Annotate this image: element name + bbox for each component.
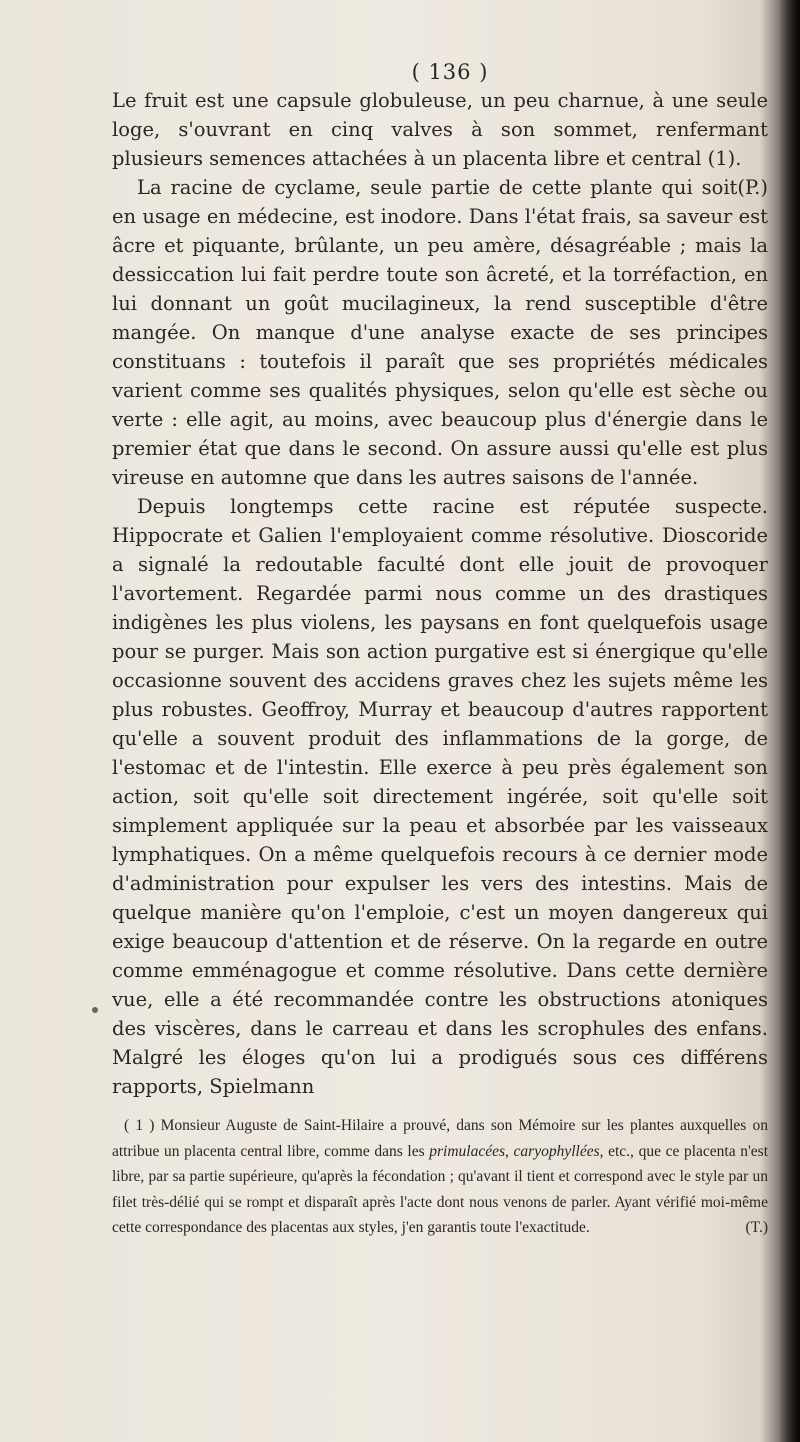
paragraph-fruit-text: Le fruit est une capsule globuleuse, un peu charnue, à une seule loge, s'ouvrant en cinq valves à son sommet, renfermant plusieurs semences attachées à un placenta libre et central (1). bbox=[112, 89, 768, 170]
paragraph-racine: La racine de cyclame, seule partie de cette plante qui soit en usage en médecine, est inodore. Dans l'état frais, sa saveur est âcre et piquante, brûlante, un peu amère, désagréable ; mais la dessiccation lui fait perdre toute son âcreté, et la torréfaction, en lui donnant un goût mucilagineux, la rend susceptible d'être mangée. On manque d'une analyse exacte de ses principes constituans : toutefois il paraît que ses propriétés médicales varient comme ses qualités physiques, selon qu'elle est sèche ou verte : elle agit, au moins, avec beaucoup plus d'énergie dans le premier état que dans le second. On assure aussi qu'elle est plus vireuse en automne que dans les autres saisons de l'année. bbox=[112, 176, 768, 489]
page-edge-shadow bbox=[778, 0, 800, 1442]
footnotes bbox=[112, 1113, 768, 1241]
footnote-1-italic2: caryophyllées bbox=[513, 1142, 600, 1160]
footnote-1 bbox=[112, 1113, 768, 1241]
paragraph-fruit-signature: (P.) bbox=[737, 176, 768, 199]
page-content bbox=[112, 60, 768, 1241]
paragraph-fruit bbox=[112, 86, 768, 199]
margin-mark bbox=[92, 1007, 98, 1013]
body-text bbox=[112, 86, 768, 1101]
footnote-1-part2: , bbox=[505, 1142, 514, 1160]
page-number: ( 136 ) bbox=[411, 60, 489, 84]
paragraph-depuis: Depuis longtemps cette racine est réputée suspecte. Hippocrate et Galien l'employaient comme résolutive. Dioscoride a signalé la redoutable faculté dont elle jouit de provoquer l'avortement. Regardée parmi nous comme un des drastiques indigènes les plus violens, les paysans en font quelquefois usage pour se purger. Mais son action purgative est si énergique qu'elle occasionne souvent des accidens graves chez les sujets même les plus robustes. Geoffroy, Murray et beaucoup d'autres rapportent qu'elle a souvent produit des inflammations de la gorge, de l'estomac et de l'intestin. Elle exerce à peu près également son action, soit qu'elle soit directement ingérée, soit qu'elle soit simplement appliquée sur la peau et absorbée par les vaisseaux lymphatiques. On a même quelquefois recours à ce dernier mode d'administration pour expulser les vers des intestins. Mais de quelque manière qu'on l'emploie, c'est un moyen dangereux qui exige beaucoup d'attention et de réserve. On la regarde en outre comme emménagogue et comme résolutive. Dans cette dernière vue, elle a été recommandée contre les obstructions atoniques des viscères, dans le carreau et dans les scrophules des enfans. Malgré les éloges qu'on lui a prodigués sous ces différens rapports, Spielmann bbox=[112, 495, 768, 1098]
footnote-1-italic1: primulacées bbox=[429, 1142, 506, 1160]
footnote-1-part3: , etc., que ce placenta n'est libre, par sa partie supérieure, qu'après la fécondation ; qu'avant il tient et correspond avec le style par un filet très-délié qui se rompt et disparaît après l'acte dont nous venons de parler. Ayant vérifié moi-même cette correspondance des placentas aux styles, j'en garantis toute l'exactitude. bbox=[112, 1142, 769, 1236]
footnote-1-part1: ( 1 ) Monsieur Auguste de Saint-Hilaire a prouvé, dans son Mémoire sur les plantes auxquelles on attribue un placenta central libre, comme dans les bbox=[112, 1117, 768, 1160]
footnote-1-signature: (T.) bbox=[745, 1219, 768, 1236]
